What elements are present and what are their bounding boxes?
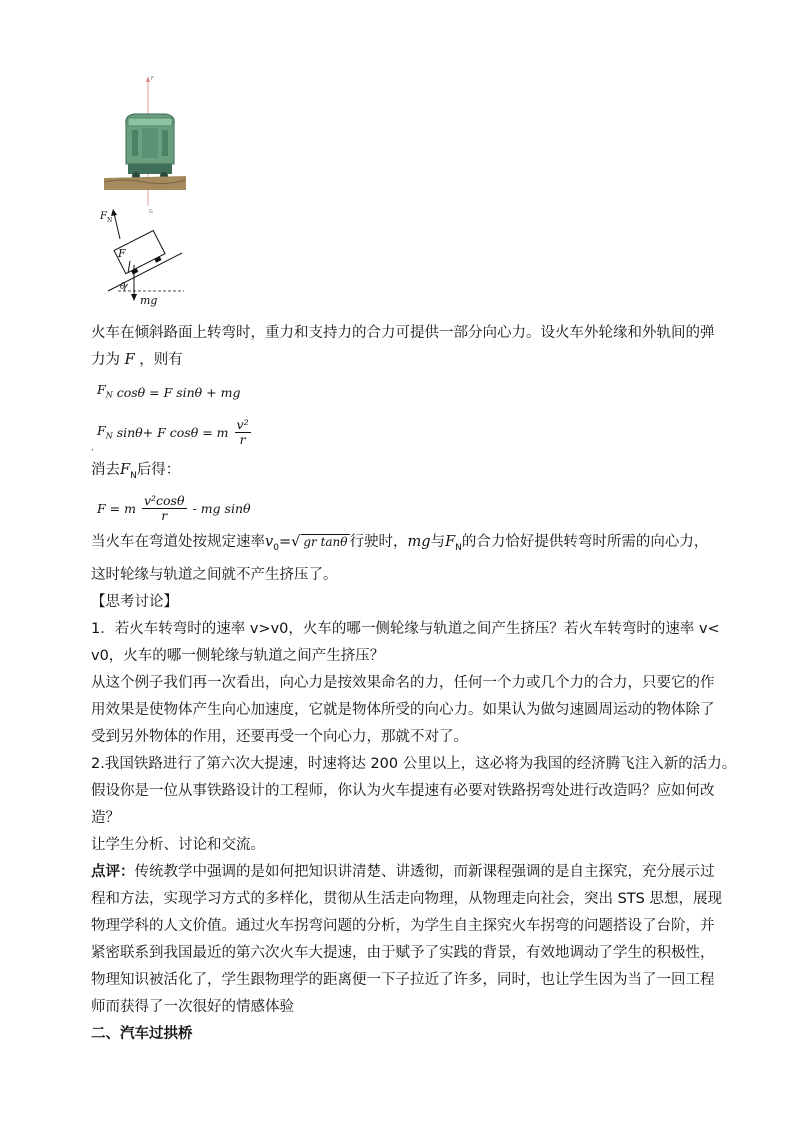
intro-text: 力为 (91, 352, 120, 368)
eliminate-text-end: 后得： (136, 462, 181, 478)
intro-text-end: ，则有 (139, 352, 183, 368)
comment-text-1: 传统教学中强调的是如何把知识讲清楚、讲透彻，而新课程强调的是自主探究，充分展示过 (134, 863, 715, 880)
incline-f-label: F (118, 247, 126, 260)
intro-symbol-f: F (124, 352, 135, 368)
answer-line-2: 用效果是使物体产生向心加速度，它就是物体所受的向心力。如果认为做匀速圆周运动的物体除了 (91, 701, 715, 718)
train-fn-label: F (151, 76, 154, 82)
eliminate-sub: N (130, 470, 137, 481)
eq2-f: F (97, 422, 106, 438)
comment-line-2: 程和方法，实现学习方式的多样化，贯彻从生活走向物理，从物理走向社会，突出 STS 思想，展现 (91, 890, 722, 907)
rule-fn-sub: N (455, 542, 462, 553)
eq1-sub: N (105, 390, 113, 400)
comment-line-5: 物理知识被活化了，学生跟物理学的距离便一下子拉近了许多，同时，也让学生因为当了一回工程 (91, 971, 715, 988)
eq1-f: F (97, 382, 106, 397)
incline-theta-label: θ (120, 282, 126, 292)
eq2-fraction (235, 418, 251, 447)
comment-line-1 (91, 859, 715, 886)
eliminate-text: 消去 (91, 462, 120, 478)
eliminate-f: F (120, 462, 131, 478)
question-2-line-2: 假设你是一位从事铁路设计的工程师，你认为火车提速有必要对铁路拐弯处进行改造吗？应如何改 (91, 782, 715, 799)
eq3-left: F = m (97, 500, 136, 516)
question-1-line-2: v0，火车的哪一侧轮缘与轨道之间产生挤压？ (91, 647, 385, 664)
comment-line-4: 紧密联系到我国最近的第六次火车大提速，由于赋予了实践的背景，有效地调动了学生的积极性， (91, 944, 715, 961)
eliminate-line (91, 457, 711, 490)
comment-label: 点评： (91, 863, 135, 880)
comment-line-6: 师而获得了一次很好的情感体验 (91, 998, 294, 1015)
incline-fn-sub: N (107, 217, 113, 224)
rule-equals: = (278, 533, 292, 550)
rule-line-1: 当火车在弯道处按规定速率$v_0=√$ gr tanθ 行驶时，mg与$F_N$的合力恰好提供转弯时所需的向心力， (91, 533, 709, 553)
paragraph-marker: ‘ (91, 448, 94, 458)
train-cross-section-figure (104, 66, 186, 218)
incline-mg-label: mg (140, 294, 158, 307)
rule-line-2: 这时轮缘与轨道之间就不产生挤压了。 (91, 566, 338, 583)
intro-line-1: 火车在倾斜路面上转弯时，重力和支持力的合力可提供一部分向心力。设火车外轮缘和外轨间的弹 (91, 325, 715, 341)
eq2-rest: sinθ+ F cosθ = m (116, 425, 229, 441)
rule-text-c: 与 (430, 533, 446, 550)
text-content (91, 320, 737, 1048)
rule-fn: F (445, 533, 456, 550)
intro-line-2 (91, 347, 711, 374)
eq3-right: - mg sinθ (192, 500, 251, 516)
rule-v0-sub: 0 (273, 542, 279, 553)
question-1-line-1: 1．若火车转弯时的速率 v>v0，火车的哪一侧轮缘与轨道之间产生挤压？若火车转弯时的速率 v< (91, 620, 720, 637)
eq1-rest: cosθ = F sinθ + mg (116, 384, 241, 400)
think-heading: 【思考讨论】 (91, 593, 178, 610)
rule-text-b: 行驶时， (349, 533, 408, 550)
question-2-line-3: 造？ (91, 809, 120, 826)
rule-mg: mg (407, 533, 431, 550)
comment-line-3: 物理学科的人文价值。通过火车拐弯问题的分析，为学生自主探究火车拐弯的问题搭设了台阶，并 (91, 917, 715, 934)
eq3-denominator: r (161, 507, 168, 523)
rule-sqrt-expression: gr tanθ (303, 534, 348, 549)
question-2-line-1: 2.我国铁路进行了第六次大提速，时速将达 200 公里以上，这必将为我国的经济腾飞注入新的活力。 (91, 755, 737, 772)
equation-3 (97, 494, 711, 523)
incline-force-diagram (98, 205, 190, 309)
answer-line-3: 受到另外物体的作用，还要再受一个向心力，那就不对了。 (91, 728, 468, 745)
equation-2 (97, 417, 711, 450)
train-g-label: G (149, 209, 153, 215)
equation-1 (97, 376, 711, 409)
answer-line-1: 从这个例子我们再一次看出，向心力是按效果命名的力，任何一个力或几个力的合力，只要它的作 (91, 674, 715, 691)
rule-text-a: 当火车在弯道处按规定速率 (91, 533, 265, 550)
eq3-numerator: v²cosθ (143, 492, 185, 508)
eq2-numerator: v² (236, 417, 249, 433)
section-heading: 二、汽车过拱桥 (91, 1025, 193, 1042)
rule-text-d: 的合力恰好提供转弯时所需的向心力， (461, 533, 709, 550)
eq2-sub: N (105, 431, 113, 440)
incline-fn-label: F (100, 211, 107, 222)
eq3-fraction (142, 494, 187, 523)
discuss-line: 让学生分析、讨论和交流。 (91, 836, 265, 853)
eq2-denominator: r (239, 432, 246, 448)
rule-v0: v (265, 533, 274, 550)
